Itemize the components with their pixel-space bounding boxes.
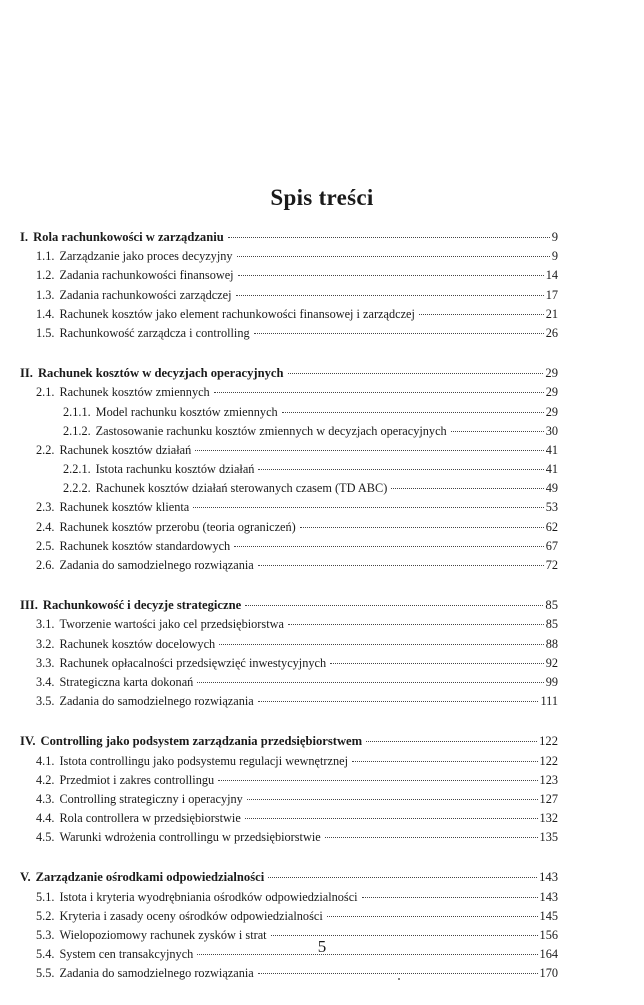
dot-leader — [325, 837, 538, 838]
dot-leader — [258, 701, 539, 702]
dot-leader — [300, 527, 544, 528]
toc-chapter-heading — [20, 364, 558, 383]
toc-entry-number: 1.3. — [36, 287, 55, 302]
dot-leader — [282, 412, 544, 413]
toc-entry-page: 29 — [545, 385, 558, 400]
toc-chapter — [20, 364, 558, 575]
toc-entry-page: 143 — [539, 870, 558, 885]
toc-entry-page: 85 — [545, 617, 558, 632]
dot-leader — [254, 333, 544, 334]
toc-section-entry — [20, 324, 558, 343]
toc-section-entry — [20, 286, 558, 305]
toc-entry-page: 67 — [545, 538, 558, 553]
toc-section-entry — [20, 537, 558, 556]
dot-leader — [197, 682, 543, 683]
toc-section-entry — [20, 828, 558, 847]
toc-entry-number: 2.5. — [36, 538, 55, 553]
toc-entry-page: 21 — [545, 306, 558, 321]
dot-leader — [268, 877, 537, 878]
toc-entry-number: 2.2.1. — [63, 462, 91, 477]
toc-entry-title: Zadania rachunkowości zarządczej — [59, 287, 232, 302]
dot-leader — [330, 663, 544, 664]
toc-section-entry — [20, 635, 558, 654]
toc-entry-title: Rachunek kosztów zmiennych — [59, 385, 210, 400]
toc-entry-title: Zadania do samodzielnego rozwiązania — [59, 966, 254, 981]
toc-entry-page: 122 — [539, 734, 558, 749]
toc-entry-page: 9 — [551, 249, 558, 264]
toc-section-entry — [20, 383, 558, 402]
toc-section-entry — [20, 809, 558, 828]
dot-leader — [258, 565, 544, 566]
toc-entry-page: 49 — [545, 481, 558, 496]
toc-entry-title: Zadania do samodzielnego rozwiązania — [59, 558, 254, 572]
toc-entry-number: 5.3. — [36, 928, 55, 942]
toc-entry-number: 2.2.2. — [63, 481, 91, 496]
toc-entry-title: Rola rachunkowości w zarządzaniu — [33, 230, 224, 244]
toc-entry-title: Rachunek kosztów jako element rachunkowości finansowej i zarządczej — [59, 306, 415, 321]
toc-entry-number: 4.1. — [36, 753, 55, 768]
toc-entry-page: 53 — [545, 500, 558, 515]
toc-entry-title: Istota i kryteria wyodrębniania ośrodków odpowiedzialności — [59, 889, 358, 904]
toc-entry-page: 143 — [539, 889, 558, 904]
toc-entry-page: 14 — [545, 268, 558, 283]
toc-chapter-heading — [20, 596, 558, 615]
page-title: Spis treści — [270, 185, 374, 210]
toc-entry-number: 1.5. — [36, 325, 55, 340]
toc-chapter-heading — [20, 732, 558, 751]
toc-entry-number: I. — [20, 230, 29, 244]
toc-entry-page: 99 — [545, 674, 558, 689]
toc-entry-title: Controlling jako podsystem zarządzania przedsiębiorstwem — [40, 734, 363, 749]
toc-entry-number: 5.2. — [36, 908, 55, 923]
toc-entry-page: 156 — [539, 928, 558, 942]
toc-section-entry — [20, 615, 558, 634]
toc-entry-title: Istota controllingu jako podsystemu regulacji wewnętrznej — [59, 753, 349, 768]
toc-entry-page: 88 — [545, 636, 558, 651]
toc-entry-title: Rachunkowość zarządcza i controlling — [59, 325, 250, 340]
toc-entry-page: 26 — [545, 325, 558, 340]
dot-leader — [193, 507, 543, 508]
dot-leader — [247, 799, 538, 800]
toc-section-entry — [20, 305, 558, 324]
toc-entry-title: Istota rachunku kosztów działań — [95, 462, 255, 477]
toc-entry-page: 135 — [539, 830, 558, 845]
toc-entry-title: Tworzenie wartości jako cel przedsiębiorstwa — [59, 617, 284, 632]
toc-entry-number: 2.1.1. — [63, 404, 91, 419]
dot-leader — [366, 741, 537, 742]
dot-leader — [451, 431, 544, 432]
dot-leader — [352, 761, 538, 762]
dot-leader — [327, 916, 538, 917]
toc-entry-page: 145 — [539, 908, 558, 923]
toc-entry-number: 1.4. — [36, 306, 55, 321]
toc-entry-number: 3.4. — [36, 674, 55, 689]
toc-entry-number: III. — [20, 598, 38, 613]
toc-entry-title: Kryteria i zasady oceny ośrodków odpowiedzialności — [59, 908, 323, 923]
dot-leader — [238, 275, 544, 276]
toc-entry-page: 41 — [545, 462, 558, 477]
dot-leader — [245, 818, 538, 819]
toc-section-entry — [20, 518, 558, 537]
dot-leader — [258, 973, 538, 974]
toc-section-entry — [20, 266, 558, 285]
dot-leader — [218, 780, 537, 781]
toc-entry-title: Rachunek kosztów standardowych — [59, 538, 231, 553]
toc-chapter — [20, 596, 558, 711]
toc-entry-number: 4.4. — [36, 811, 55, 826]
dot-leader — [236, 295, 544, 296]
toc-entry-page: 164 — [539, 947, 558, 962]
toc-entry-page: 30 — [545, 423, 558, 438]
toc-entry-page: 17 — [545, 287, 558, 302]
toc-section-entry — [20, 556, 558, 575]
toc-section-entry — [20, 479, 558, 498]
toc-entry-number: 5.1. — [36, 889, 55, 904]
toc-section-entry — [20, 907, 558, 926]
toc-section-entry — [20, 247, 558, 266]
toc-entry-page: 9 — [551, 230, 558, 244]
dot-leader — [195, 450, 543, 451]
toc-chapter — [20, 732, 558, 847]
toc-entry-number: V. — [20, 870, 31, 885]
toc-entry-number: 1.2. — [36, 268, 55, 283]
toc-entry-page: 170 — [539, 966, 558, 981]
toc-section-entry — [20, 422, 558, 441]
toc-entry-title: Zadania rachunkowości finansowej — [59, 268, 234, 283]
toc-entry-page: 62 — [545, 519, 558, 534]
toc-section-entry — [20, 498, 558, 517]
toc-entry-title: Model rachunku kosztów zmiennych — [95, 404, 278, 419]
toc-entry-page: 29 — [545, 366, 558, 381]
table-of-contents — [20, 228, 558, 1005]
toc-entry-number: 2.6. — [36, 558, 55, 572]
toc-entry-title: Przedmiot i zakres controllingu — [59, 772, 215, 787]
toc-entry-title: Zastosowanie rachunku kosztów zmiennych w decyzjach operacyjnych — [95, 423, 447, 438]
toc-entry-page: 127 — [539, 791, 558, 806]
toc-section-entry — [20, 771, 558, 790]
toc-entry-number: 3.2. — [36, 636, 55, 651]
toc-entry-title: Controlling strategiczny i operacyjny — [59, 791, 243, 806]
toc-entry-page: 92 — [545, 655, 558, 670]
dot-leader — [237, 256, 550, 257]
toc-section-entry — [20, 654, 558, 673]
dot-leader — [228, 237, 550, 238]
toc-section-entry — [20, 964, 558, 983]
toc-entry-title: Strategiczna karta dokonań — [59, 674, 194, 689]
toc-entry-title: Rachunek opłacalności przedsięwzięć inwestycyjnych — [59, 655, 327, 670]
toc-entry-title: Zadania do samodzielnego rozwiązania — [59, 694, 254, 709]
toc-entry-number: 4.2. — [36, 772, 55, 787]
toc-entry-number: 3.3. — [36, 655, 55, 670]
toc-entry-number: 2.1. — [36, 385, 55, 400]
toc-entry-title: Wielopoziomowy rachunek zysków i strat — [59, 928, 267, 942]
toc-section-entry — [20, 692, 558, 711]
dot-leader — [271, 935, 538, 936]
speck-mark — [398, 978, 400, 980]
dot-leader — [258, 469, 543, 470]
toc-entry-page: 29 — [545, 404, 558, 419]
toc-entry-title: Rola controllera w przedsiębiorstwie — [59, 811, 241, 826]
toc-entry-title: Rachunek kosztów w decyzjach operacyjnych — [37, 366, 284, 381]
toc-entry-number: 3.5. — [36, 694, 55, 709]
toc-entry-page: 122 — [539, 753, 558, 768]
toc-entry-title: Rachunek kosztów klienta — [59, 500, 190, 515]
toc-chapter — [20, 868, 558, 983]
toc-entry-title: System cen transakcyjnych — [59, 947, 194, 962]
toc-entry-number: 4.5. — [36, 830, 55, 845]
toc-entry-title: Rachunek kosztów przerobu (teoria ograniczeń) — [59, 519, 296, 534]
dot-leader — [219, 644, 544, 645]
toc-entry-number: 1.1. — [36, 249, 55, 264]
toc-entry-title: Rachunek kosztów docelowych — [59, 636, 216, 651]
toc-section-entry — [20, 673, 558, 692]
toc-entry-number: 2.4. — [36, 519, 55, 534]
toc-entry-number: 5.5. — [36, 966, 55, 981]
toc-chapter-heading — [20, 228, 558, 247]
toc-entry-number: IV. — [20, 734, 36, 749]
page-number: 5 — [317, 937, 327, 956]
dot-leader — [419, 314, 544, 315]
toc-entry-number: 2.1.2. — [63, 423, 91, 438]
toc-section-entry — [20, 441, 558, 460]
toc-section-entry — [20, 403, 558, 422]
toc-section-entry — [20, 790, 558, 809]
toc-entry-number: 4.3. — [36, 791, 55, 806]
dot-leader — [391, 488, 543, 489]
toc-section-entry — [20, 460, 558, 479]
toc-entry-page: 85 — [545, 598, 558, 613]
toc-entry-page: 41 — [545, 442, 558, 457]
toc-entry-page: 132 — [539, 811, 558, 826]
toc-entry-page: 111 — [540, 694, 558, 709]
toc-section-entry — [20, 888, 558, 907]
dot-leader — [234, 546, 544, 547]
toc-entry-page: 123 — [539, 772, 558, 787]
dot-leader — [214, 392, 544, 393]
dot-leader — [288, 373, 544, 374]
toc-section-entry — [20, 752, 558, 771]
dot-leader — [288, 624, 544, 625]
toc-entry-title: Zarządzanie jako proces decyzyjny — [59, 249, 233, 264]
toc-entry-title: Zarządzanie ośrodkami odpowiedzialności — [35, 870, 265, 885]
toc-chapter-heading — [20, 868, 558, 887]
toc-entry-title: Rachunkowość i decyzje strategiczne — [42, 598, 242, 613]
dot-leader — [362, 897, 538, 898]
toc-entry-title: Rachunek kosztów działań — [59, 442, 192, 457]
toc-entry-title: Rachunek kosztów działań sterowanych czasem (TD ABC) — [95, 481, 388, 496]
dot-leader — [245, 605, 543, 606]
toc-entry-number: 5.4. — [36, 947, 55, 962]
toc-entry-number: 3.1. — [36, 617, 55, 632]
toc-chapter — [20, 228, 558, 343]
toc-entry-page: 72 — [545, 558, 558, 572]
toc-entry-title: Warunki wdrożenia controllingu w przedsiębiorstwie — [59, 830, 321, 845]
toc-entry-number: II. — [20, 366, 33, 381]
toc-entry-number: 2.3. — [36, 500, 55, 515]
toc-entry-number: 2.2. — [36, 442, 55, 457]
